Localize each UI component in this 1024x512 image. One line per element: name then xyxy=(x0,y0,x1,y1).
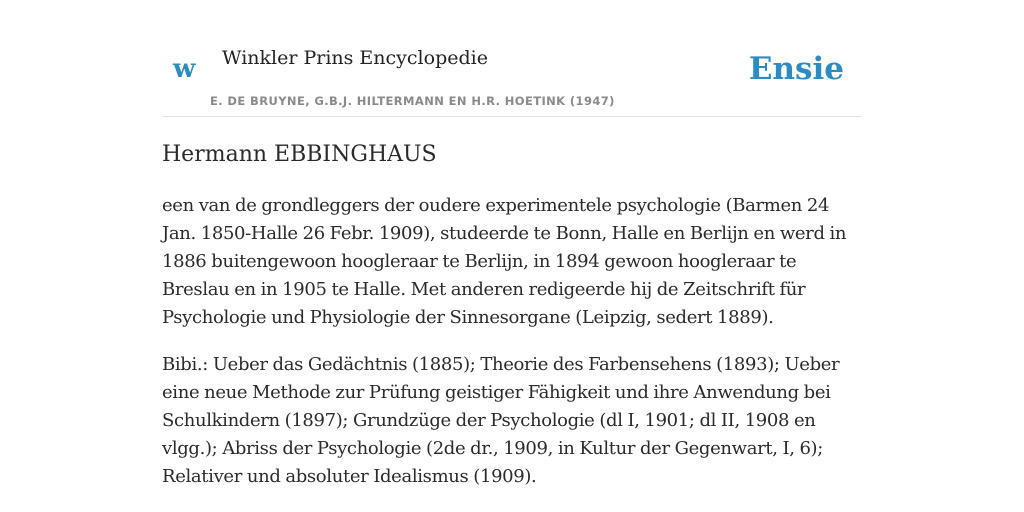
brand-logo[interactable]: Ensie xyxy=(748,51,844,87)
bibliography-paragraph: Bibi.: Ueber das Gedächtnis (1885); Theorie des Farbensehens (1893); Ueber eine neue Methode zur Prüfung geistiger Fähigkeit und ihre Anwendung bei Schulkindern (1897); Grundzüge der Psychologie (dl I, 1901; dl II, 1908 en vlgg.); Abriss der Psychologie (2de dr., 1909, in Kultur der Gegenwart, I, 6); Relativer und absoluter Idealismus (1909). xyxy=(162,354,840,487)
source-logo: w xyxy=(173,54,196,84)
entry-body xyxy=(162,192,862,510)
entry-title: Hermann EBBINGHAUS xyxy=(162,142,437,167)
source-title[interactable]: Winkler Prins Encyclopedie xyxy=(222,47,488,69)
entry-paragraph: een van de grondleggers der oudere experimentele psychologie (Barmen 24 Jan. 1850-Halle 26 Febr. 1909), studeerde te Bonn, Halle en Berlijn en werd in 1886 buitengewoon hoogleraar te Berlijn, in 1894 gewoon hoogleraar te Breslau en in 1905 te Halle. Met anderen redigeerde hij de Zeitschrift für Psychologie und Physiologie der Sinnesorgane (Leipzig, sedert 1889). xyxy=(162,195,847,328)
source-header xyxy=(162,0,862,117)
source-authors: E. DE BRUYNE, G.B.J. HILTERMANN EN H.R. HOETINK (1947) xyxy=(210,94,615,108)
